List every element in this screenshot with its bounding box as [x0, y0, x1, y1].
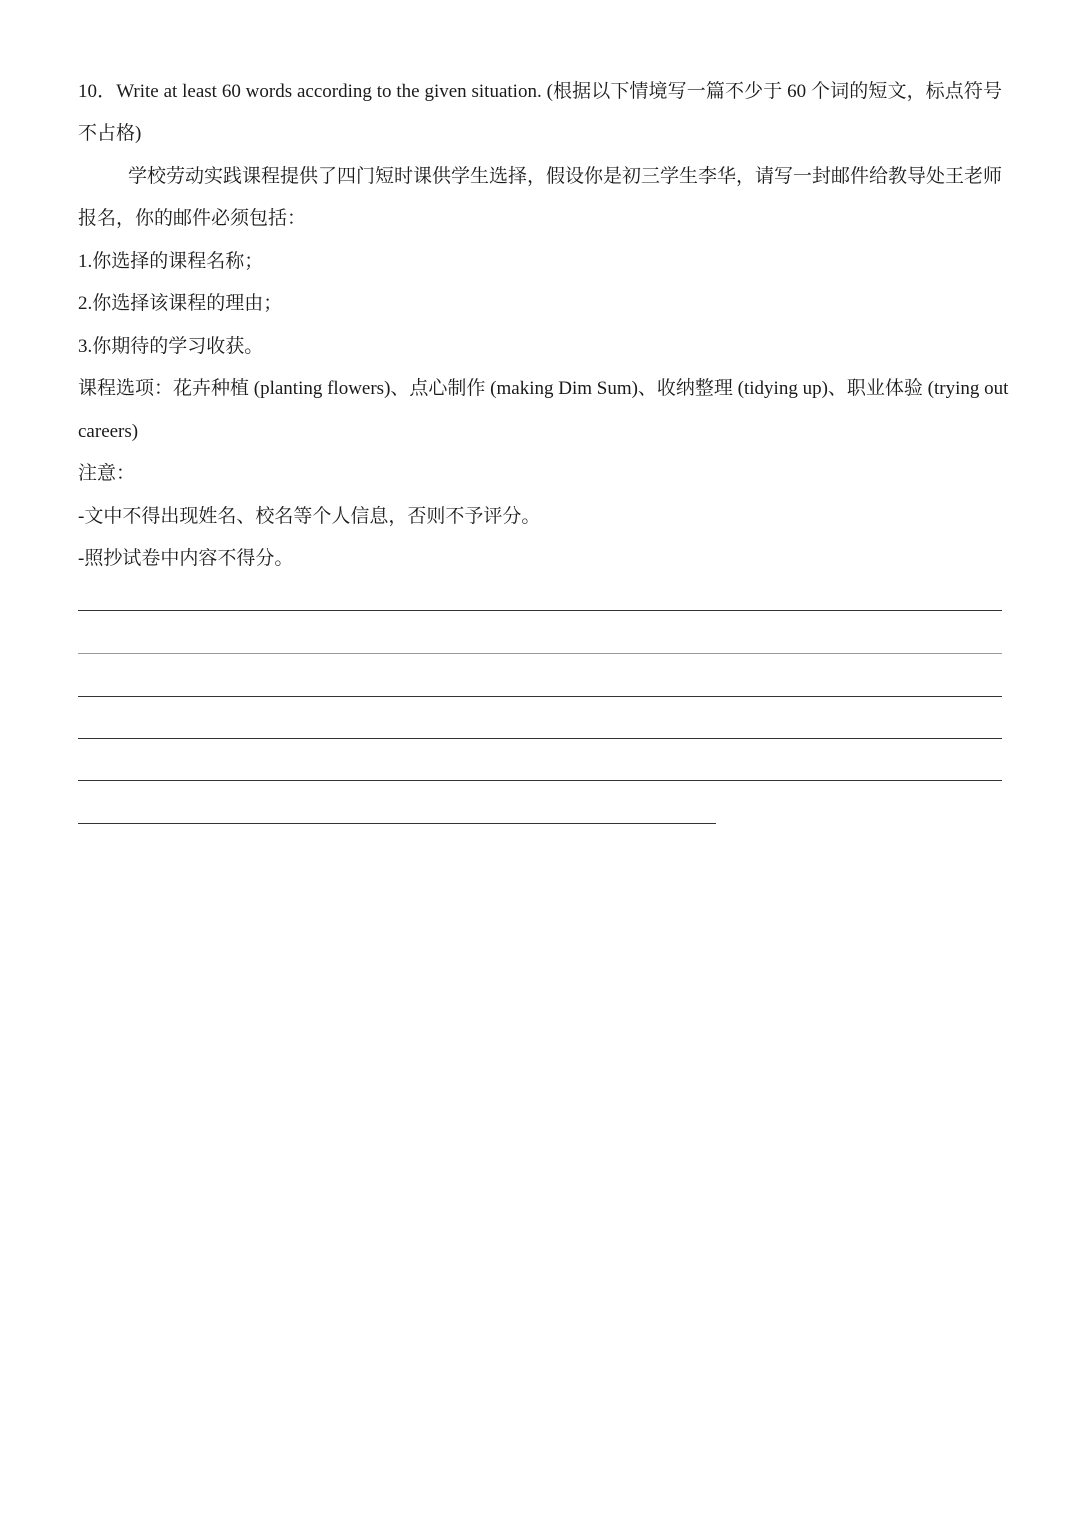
question-line-2: 不占格) [78, 123, 142, 144]
writing-line[interactable] [78, 823, 716, 824]
course-options-line-1: 课程选项：花卉种植 (planting flowers)、点心制作 (making Dim Sum)、收纳整理 (tidying up)、职业体验 (trying out [78, 378, 1009, 399]
requirement-item: 2.你选择该课程的理由； [78, 293, 283, 314]
writing-line[interactable] [78, 780, 1002, 781]
writing-line[interactable] [78, 696, 1002, 697]
writing-line[interactable] [78, 653, 1002, 654]
notes-heading: 注意： [78, 463, 136, 484]
course-options-line-2: careers) [78, 421, 139, 442]
requirement-item: 1.你选择的课程名称； [78, 251, 264, 272]
writing-line[interactable] [78, 738, 1002, 739]
writing-line[interactable] [78, 610, 1002, 611]
requirement-item: 3.你期待的学习收获。 [78, 336, 264, 357]
note-item: -照抄试卷中内容不得分。 [78, 548, 294, 569]
prompt-line-1: 学校劳动实践课程提供了四门短时课供学生选择，假设你是初三学生李华，请写一封邮件给教导处王老师 [128, 166, 1003, 187]
note-item: -文中不得出现姓名、校名等个人信息，否则不予评分。 [78, 506, 541, 527]
prompt-line-2: 报名，你的邮件必须包括： [78, 208, 307, 229]
question-line-1: 10．Write at least 60 words according to the given situation. (根据以下情境写一篇不少于 60 个词的短文，标点符号 [78, 81, 1002, 102]
